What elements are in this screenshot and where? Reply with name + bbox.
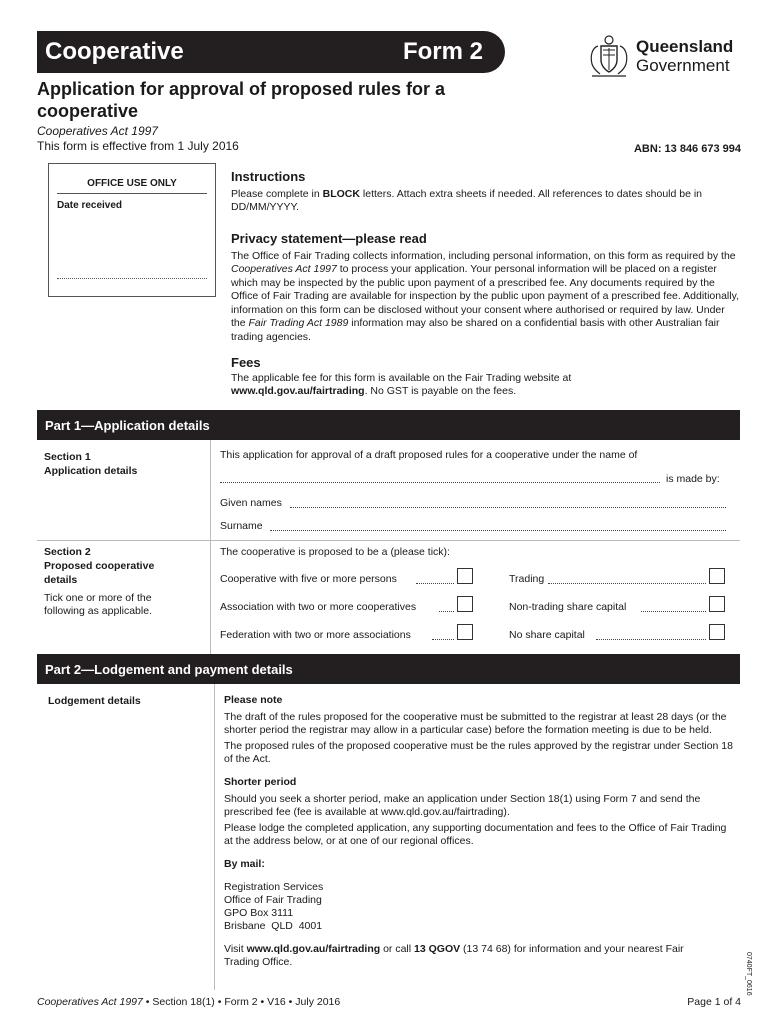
option-federation-label: Federation with two or more associations <box>220 629 411 641</box>
leader-dots <box>439 611 454 612</box>
option-association-label: Association with two or more cooperatives <box>220 601 417 613</box>
divider <box>37 540 740 541</box>
visit-link[interactable]: www.qld.gov.au/fairtrading <box>246 943 381 955</box>
fees-link[interactable]: www.qld.gov.au/fairtrading <box>231 385 365 397</box>
note-paragraph-2: The proposed rules of the proposed cooperative must be the rules approved by the registrar under Section 18 of the Act. <box>224 740 733 765</box>
option-five-persons-checkbox[interactable] <box>457 568 473 584</box>
divider <box>210 440 211 654</box>
by-mail-heading: By mail: <box>224 858 265 870</box>
option-no-share-capital-checkbox[interactable] <box>709 624 725 640</box>
shorter-period-heading: Shorter period <box>224 776 297 788</box>
option-federation-checkbox[interactable] <box>457 624 473 640</box>
privacy-text: The Office of Fair Trading collects information, including personal information, on this form as required by the Cooperatives Act 1997 to process your application. Your personal information will be placed on a register which may be inspected by the public upon payment of a prescribed fee. Any documents required by the Office of Fair Trading are available for inspection by the public upon payment of a prescribed fee. Additionally, information on this form can be disclosed without your consent where authorised or required by law. Under the Fair Trading Act 1989 information may also be shared on a confidential basis with other Australian fair trading agencies. <box>231 249 739 343</box>
option-non-trading-label: Non-trading share capital <box>509 601 627 613</box>
form-code: 0740FT_0616 <box>745 952 752 996</box>
page-title: Application for approval of proposed rules for a cooperative <box>37 79 446 121</box>
made-by-label: is made by: <box>666 473 720 485</box>
surname-label: Surname <box>220 520 263 532</box>
coat-of-arms-icon <box>588 32 630 80</box>
please-note-heading: Please note <box>224 694 283 706</box>
visit-text: Visit www.qld.gov.au/fairtrading or call 13 QGOV (13 74 68) for information and your nearest Fair Trading Office. <box>224 943 684 968</box>
form-number: Form 2 <box>402 38 483 65</box>
address-line: Office of Fair Trading <box>224 894 322 906</box>
leader-dots <box>432 639 454 640</box>
shorter-paragraph-2: Please lodge the completed application, any supporting documentation and fees to the Office of Fair Trading at the address below, or at one of our regional offices. <box>224 822 727 847</box>
fees-heading: Fees <box>231 355 261 370</box>
footer-citation: Cooperatives Act 1997 • Section 18(1) • Form 2 • V16 • July 2016 <box>37 996 341 1008</box>
fees-text: The applicable fee for this form is available on the Fair Trading website at www.qld.gov.au/fairtrading. No GST is payable on the fees. <box>231 371 572 397</box>
abn: ABN: 13 846 673 994 <box>633 143 741 155</box>
instructions-text: Please complete in BLOCK letters. Attach extra sheets if needed. All references to dates should be in DD/MM/YYYY. <box>231 187 703 213</box>
option-association-checkbox[interactable] <box>457 596 473 612</box>
fees-block <box>231 356 739 399</box>
option-trading-label: Trading <box>509 573 545 585</box>
leader-dots <box>548 583 706 584</box>
address-line: Brisbane QLD 4001 <box>224 920 323 932</box>
office-use-heading: OFFICE USE ONLY <box>57 178 207 194</box>
effective-date: This form is effective from 1 July 2016 <box>37 139 239 153</box>
option-trading-checkbox[interactable] <box>709 568 725 584</box>
section1-intro: This application for approval of a draft proposed rules for a cooperative under the name of <box>220 449 638 461</box>
instructions-block <box>231 170 739 215</box>
address-line: Registration Services <box>224 881 324 893</box>
date-received-label: Date received <box>57 200 123 211</box>
divider <box>214 684 215 990</box>
office-use-box <box>48 163 216 297</box>
given-names-field[interactable] <box>290 507 726 508</box>
page-number: Page 1 of 4 <box>687 996 741 1008</box>
date-received-field[interactable] <box>57 278 207 279</box>
section2-intro: The cooperative is proposed to be a (please tick): <box>220 546 450 558</box>
note-paragraph-1: The draft of the rules proposed for the cooperative must be submitted to the registrar at least 28 days (or the shorter period the registrar may allow in a particular case) before the formation meeting is due to be held. <box>224 711 727 736</box>
option-no-share-capital-label: No share capital <box>509 629 585 641</box>
privacy-heading: Privacy statement—please read <box>231 231 427 246</box>
part2-heading: Part 2—Lodgement and payment details <box>37 654 740 684</box>
part1-heading: Part 1—Application details <box>37 410 740 440</box>
lodgement-content <box>224 694 734 969</box>
instructions-heading: Instructions <box>231 169 306 184</box>
address-line: GPO Box 3111 <box>224 907 294 919</box>
option-non-trading-checkbox[interactable] <box>709 596 725 612</box>
queensland-government-logo <box>588 30 748 82</box>
given-names-label: Given names <box>220 497 282 509</box>
leader-dots <box>416 583 454 584</box>
cooperative-name-field[interactable] <box>220 482 660 483</box>
act-name: Cooperatives Act 1997 <box>37 124 158 138</box>
logo-government: Government <box>636 56 730 75</box>
lodgement-details-label: Lodgement details <box>48 695 141 707</box>
privacy-block <box>231 232 739 344</box>
section1-label: Section 1 Application details <box>44 451 138 477</box>
leader-dots <box>596 639 706 640</box>
logo-queensland: Queensland <box>636 37 734 56</box>
option-five-persons-label: Cooperative with five or more persons <box>220 573 397 585</box>
section2-label: Section 2 Proposed cooperative details <box>44 546 155 586</box>
surname-field[interactable] <box>270 530 726 531</box>
shorter-paragraph-1: Should you seek a shorter period, make an application under Section 18(1) using Form 7 and send the prescribed fee (fee is available at www.qld.gov.au/fairtrading). <box>224 793 701 818</box>
form-title-bar <box>37 31 505 73</box>
section2-note: Tick one or more of the following as applicable. <box>44 592 152 617</box>
form-name: Cooperative <box>45 38 184 65</box>
leader-dots <box>641 611 706 612</box>
